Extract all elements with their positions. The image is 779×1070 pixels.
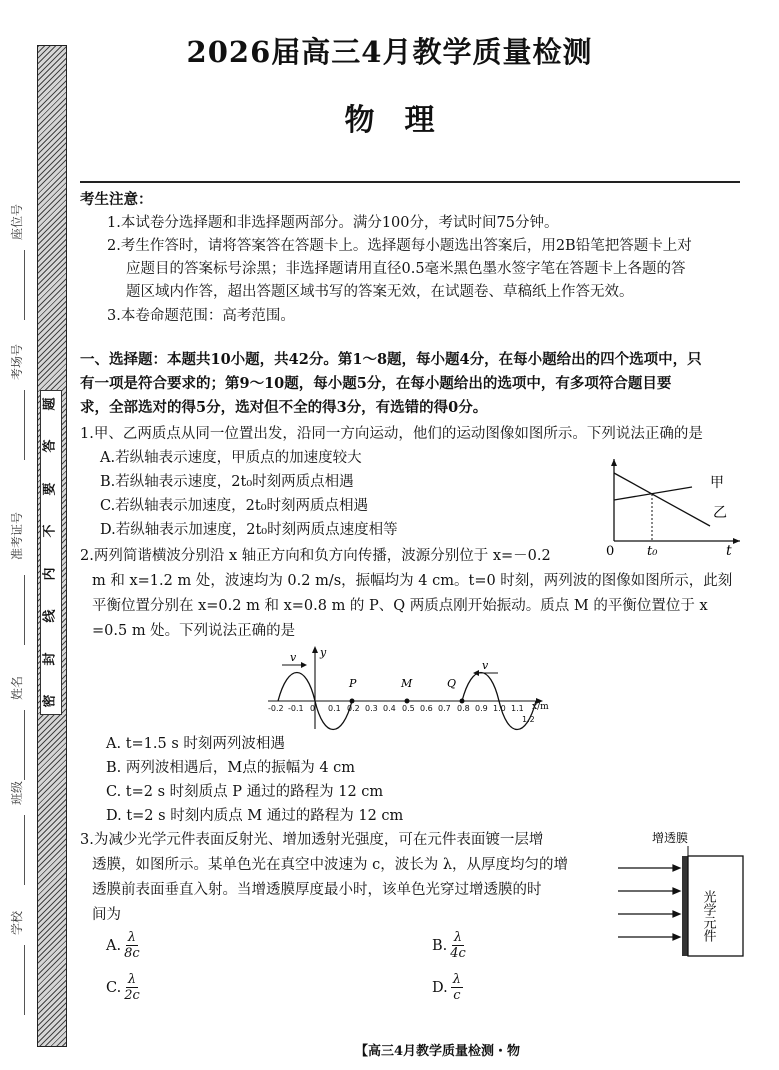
q3-stem: 间为	[92, 907, 121, 923]
q3-optical-element	[688, 856, 743, 956]
exam-room-blank	[24, 390, 25, 460]
q3-element-label: 光学元件	[700, 890, 716, 942]
fraction-denominator: c	[453, 988, 461, 1003]
seal-char: 内	[42, 567, 58, 581]
seat-number-blank	[24, 250, 25, 320]
q2-label-q: Q	[447, 677, 457, 690]
seat-number-label: 座位号	[10, 203, 24, 240]
section-instructions: 一、选择题：本题共10小题，共42分。第1～8题，每小题4分，在每小题给出的四个选项中，只	[80, 351, 702, 368]
q1-t0-label: t₀	[647, 544, 658, 559]
q1-origin: 0	[606, 544, 615, 559]
q3-option-letter: D.	[432, 979, 448, 996]
q2-label-p: P	[349, 677, 357, 690]
q2-stem: m 和 x=1.2 m 处，波速均为 0.2 m/s，振幅均为 4 cm。t=0 时刻，两列波的图像如图所示，此刻	[92, 573, 733, 589]
q3-option-letter: C.	[106, 979, 122, 996]
q2-tick: 0.7	[438, 704, 451, 713]
q2-v-left: v	[290, 651, 297, 664]
q3-option-c	[106, 972, 140, 1003]
q3-light-rays	[618, 865, 680, 940]
fraction-numerator: λ	[452, 972, 461, 987]
q1-label-jia: 甲	[710, 475, 724, 491]
name-blank	[24, 710, 25, 780]
q1-motion-graph	[600, 455, 750, 560]
q2-tick: 0.8	[457, 704, 470, 713]
name-label: 姓名	[10, 675, 24, 700]
header-rule	[80, 181, 740, 183]
q3-option-d	[432, 972, 463, 1003]
seal-char: 封	[42, 652, 58, 666]
q2-tick: 0.9	[475, 704, 488, 713]
section-instructions: 求，全部选对的得5分，选对但不全的得3分，有选错的得0分。	[80, 399, 488, 416]
q2-tick: 1.2	[522, 715, 535, 724]
q3-option-b	[432, 930, 466, 961]
q2-option-c: C. t=2 s 时刻质点 P 通过的路程为 12 cm	[106, 784, 384, 800]
fraction-denominator: 2c	[124, 988, 140, 1003]
fraction-denominator: 8c	[124, 946, 140, 961]
q2-tick: 0.3	[365, 704, 378, 713]
q3-option-letter: A.	[106, 937, 122, 954]
notice-item: 2.考生作答时，请将答案答在答题卡上。选择题每小题选出答案后，用2B铅笔把答题卡上对	[107, 238, 692, 254]
q3-film	[682, 856, 688, 956]
class-blank	[24, 815, 25, 885]
q2-point-m	[405, 699, 410, 704]
notice-heading: 考生注意：	[80, 191, 153, 208]
q1-line-yi	[614, 473, 710, 526]
q2-tick: 0	[310, 704, 316, 713]
q2-option-d: D. t=2 s 时刻内质点 M 通过的路程为 12 cm	[106, 808, 404, 824]
q1-option-a: A.若纵轴表示速度，甲质点的加速度较大	[100, 450, 362, 466]
q2-tick: -0.1	[288, 704, 304, 713]
notice-item: 1.本试卷分选择题和非选择题两部分。满分100分，考试时间75分钟。	[107, 215, 559, 231]
q1-line-jia	[614, 487, 692, 500]
class-label: 班级	[10, 780, 24, 805]
q3-film-label: 增透膜	[652, 831, 689, 845]
q1-option-b: B.若纵轴表示速度，2t₀时刻两质点相遇	[100, 474, 354, 490]
seal-char: 题	[42, 397, 58, 411]
notice-item: 应题目的答案标号涂黑；非选择题请用直径0.5毫米黑色墨水签字笔在答题卡上各题的答	[126, 261, 686, 277]
q2-point-p	[350, 699, 355, 704]
notice-item: 题区域内作答，超出答题区域书写的答案无效，在试题卷、草稿纸上作答无效。	[126, 284, 634, 300]
seal-char: 不	[42, 524, 58, 538]
q2-label-m: M	[401, 677, 413, 690]
q3-stem: 3.为减少光学元件表面反射光、增加透射光强度，可在元件表面镀一层增	[80, 832, 544, 848]
fraction-numerator: λ	[127, 972, 137, 987]
q2-y-label: y	[320, 646, 327, 659]
q2-x-label: x/m	[532, 702, 549, 712]
q3-stem: 透膜前表面垂直入射。当增透膜厚度最小时，该单色光穿过增透膜的时	[92, 882, 542, 898]
notice-item: 3.本卷命题范围：高考范围。	[107, 308, 295, 324]
q2-point-q	[460, 699, 465, 704]
q2-tick: 1.0	[493, 704, 506, 713]
q2-tick: 0.1	[328, 704, 341, 713]
q3-stem: 透膜，如图所示。某单色光在真空中波速为 c，波长为 λ，从厚度均匀的增	[92, 857, 569, 873]
q2-tick: 1.1	[511, 704, 524, 713]
school-label: 学校	[10, 910, 24, 935]
q2-tick: -0.2	[268, 704, 284, 713]
fraction-numerator: λ	[453, 930, 463, 945]
subject-title: 物 理	[344, 103, 435, 138]
q3-optics-figure	[610, 828, 760, 963]
q1-option-d: D.若纵轴表示加速度，2t₀时刻两质点速度相等	[100, 522, 398, 538]
ticket-number-label: 准考证号	[10, 511, 24, 560]
q2-stem: 平衡位置分别在 x=0.2 m 和 x=0.8 m 的 P、Q 两质点刚开始振动。质点 M 的平衡位置位于 x	[92, 598, 708, 614]
q2-tick: 0.6	[420, 704, 433, 713]
exam-room-label: 考场号	[10, 343, 24, 380]
school-blank	[24, 945, 25, 1015]
fraction-numerator: λ	[127, 930, 136, 945]
q2-option-b: B. 两列波相遇后，M点的振幅为 4 cm	[106, 760, 356, 776]
fraction-denominator: 4c	[450, 946, 466, 961]
q2-wave-graph	[260, 643, 560, 733]
q2-v-right: v	[482, 659, 489, 672]
q2-stem: =0.5 m 处。下列说法正确的是	[92, 623, 296, 639]
q2-tick: 0.4	[383, 704, 396, 713]
q1-stem: 1.甲、乙两质点从同一位置出发，沿同一方向运动，他们的运动图像如图所示。下列说法正确的是	[80, 426, 703, 442]
seal-char: 密	[42, 694, 58, 708]
seal-line-band	[40, 390, 62, 715]
q1-label-yi: 乙	[713, 505, 727, 521]
q1-t-label: t	[726, 543, 732, 559]
q3-option-letter: B.	[432, 937, 448, 954]
q2-tick: 0.2	[347, 704, 360, 713]
section-instructions: 有一项是符合要求的；第9～10题，每小题5分，在每小题给出的选项中，有多项符合题目要	[80, 375, 672, 392]
page-footer: 【高三4月教学质量检测・物	[355, 1044, 521, 1059]
q2-option-a: A. t=1.5 s 时刻两列波相遇	[106, 736, 285, 752]
seal-char: 答	[42, 439, 58, 453]
seal-char: 要	[42, 482, 58, 496]
seal-char: 线	[42, 609, 58, 623]
q2-stem: 2.两列简谐横波分别沿 x 轴正方向和负方向传播，波源分别位于 x=－0.2	[80, 548, 551, 564]
q3-option-a	[106, 930, 140, 961]
q1-option-c: C.若纵轴表示加速度，2t₀时刻两质点相遇	[100, 498, 369, 514]
exam-title: 2026届高三4月教学质量检测	[186, 35, 593, 69]
q2-tick: 0.5	[402, 704, 415, 713]
ticket-number-blank	[24, 575, 25, 645]
